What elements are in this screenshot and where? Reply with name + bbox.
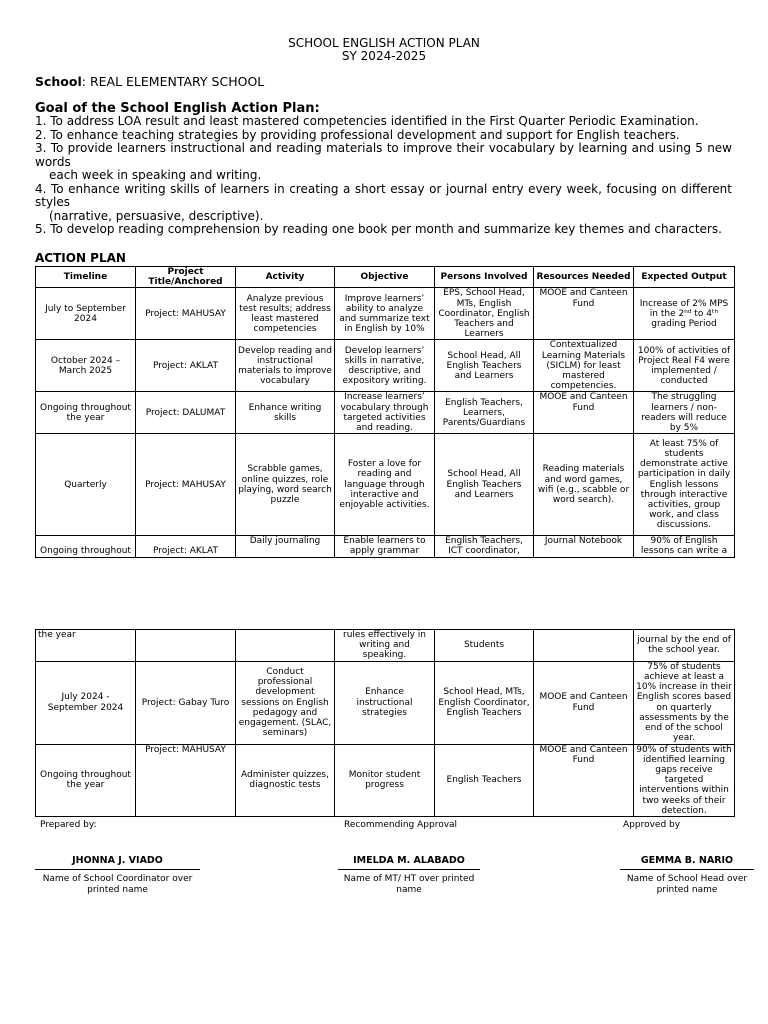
table-cell: Project: MAHUSAY (136, 288, 236, 340)
school-name: : REAL ELEMENTARY SCHOOL (81, 74, 265, 89)
table-cell: MOOE and Canteen Fund (534, 288, 634, 340)
table-row (36, 340, 735, 392)
table-cell: rules effectively in writing and speaking. (335, 630, 435, 662)
table-cell: 90% of students with identified learning gaps receive targeted interventions within two weeks of their detection. (634, 744, 735, 816)
table-cell: Project: Gabay Turo (136, 661, 236, 744)
signature-line (35, 869, 200, 870)
table-cell: Project: MAHUSAY (136, 744, 236, 816)
table-cell: Analyze previous test results; address least mastered competencies (236, 288, 335, 340)
table-cell: The struggling learners / non-readers will reduce by 5% (634, 392, 735, 434)
goals-heading: Goal of the School English Action Plan: (35, 101, 320, 116)
action-plan-heading: ACTION PLAN (35, 251, 126, 265)
table-cell: Develop reading and instructional materials to improve vocabulary (236, 340, 335, 392)
table-cell: October 2024 – March 2025 (36, 340, 136, 392)
column-header: Activity (236, 267, 335, 288)
table-cell: School Head, All English Teachers and Learners (435, 434, 534, 536)
table-cell: School Head, MTs, English Coordinator, English Teachers (435, 661, 534, 744)
table-cell: the year (36, 630, 136, 662)
table-cell: Enable learners to apply grammar (335, 536, 435, 557)
table-row (36, 288, 735, 340)
table-cell: Ongoing throughout (36, 536, 136, 557)
table-cell: Foster a love for reading and language through interactive and enjoyable activities. (335, 434, 435, 536)
table-cell: English Teachers, ICT coordinator, (435, 536, 534, 557)
goal-item: (narrative, persuasive, descriptive). (49, 208, 264, 223)
table-row (36, 392, 735, 434)
goal-item: 5. To develop reading comprehension by reading one book per month and summarize key themes and characters. (35, 222, 722, 236)
table-cell: Scrabble games, online quizzes, role playing, word search puzzle (236, 434, 335, 536)
table-cell: Increase learners’ vocabulary through targeted activities and reading. (335, 392, 435, 434)
goal-item: 4. To enhance writing skills of learners in creating a short essay or journal entry every week, focusing on different styles (35, 181, 732, 209)
table-cell: Monitor student progress (335, 744, 435, 816)
table-cell: Contextualized Learning Materials (SICLM) for least mastered competencies. (534, 340, 634, 392)
table-row (36, 661, 735, 744)
action-plan-table (35, 266, 735, 558)
goal-item: 1. To address LOA result and least mastered competencies identified in the First Quarter Periodic Examination. (35, 114, 699, 128)
table-cell: Conduct professional development sessions on English pedagogy and engagement. (SLAC, seminars) (236, 661, 335, 744)
action-plan-table-continued (35, 629, 735, 817)
table-cell: Project: MAHUSAY (136, 434, 236, 536)
recommending-title: Name of MT/ HT over printed name (343, 874, 475, 895)
approved-by-label: Approved by (623, 820, 681, 830)
signature-line (620, 869, 754, 870)
table-row (36, 434, 735, 536)
signature-line (338, 869, 480, 870)
prepared-by-name: JHONNA J. VIADO (72, 855, 163, 866)
column-header: Persons Involved (435, 267, 534, 288)
recommending-approval-label: Recommending Approval (344, 820, 458, 830)
table-cell: Ongoing throughout the year (36, 392, 136, 434)
table-cell: MOOE and Canteen Fund (534, 661, 634, 744)
table-cell: At least 75% of students demonstrate active participation in daily English lessons through interactive activities, group work, and class discussions. (634, 434, 735, 536)
prepared-by-title: Name of School Coordinator over printed name (42, 874, 193, 895)
table-cell: Develop learners’ skills in narrative, descriptive, and expository writing. (335, 340, 435, 392)
table-cell: Journal Notebook (534, 536, 634, 557)
table-row (36, 630, 735, 662)
table-cell: English Teachers (435, 744, 534, 816)
prepared-by-label: Prepared by: (40, 820, 97, 830)
table-cell: Project: DALUMAT (136, 392, 236, 434)
table-cell: MOOE and Canteen Fund (534, 744, 634, 816)
school-year: SY 2024-2025 (341, 49, 427, 63)
table-cell: MOOE and Canteen Fund (534, 392, 634, 434)
column-header: Timeline (36, 267, 136, 288)
approved-by-name: GEMMA B. NARIO (640, 855, 734, 866)
table-cell (136, 630, 236, 662)
table-cell: Quarterly (36, 434, 136, 536)
table-cell: Enhance writing skills (236, 392, 335, 434)
table-cell: journal by the end of the school year. (634, 630, 735, 662)
column-header: Project Title/Anchored (136, 267, 236, 288)
table-row (36, 536, 735, 557)
table-row (36, 744, 735, 816)
document-title: SCHOOL ENGLISH ACTION PLAN (288, 36, 480, 50)
table-cell: English Teachers, Learners, Parents/Guardians (435, 392, 534, 434)
table-cell: Daily journaling (236, 536, 335, 557)
column-header: Objective (335, 267, 435, 288)
table-cell: 90% of English lessons can write a (634, 536, 735, 557)
table-cell: Administer quizzes, diagnostic tests (236, 744, 335, 816)
table-cell: Improve learners’ ability to analyze and summarize text in English by 10% (335, 288, 435, 340)
recommending-name: IMELDA M. ALABADO (353, 855, 465, 866)
goals-list (35, 115, 732, 237)
table-cell (236, 630, 335, 662)
table-header-row (36, 267, 735, 288)
column-header: Resources Needed (534, 267, 634, 288)
approved-by-title: Name of School Head over printed name (626, 874, 748, 895)
goal-item: 3. To provide learners instructional and reading materials to improve their vocabulary by learning and using 5 new words (35, 141, 732, 169)
table-cell: July 2024 - September 2024 (36, 661, 136, 744)
goal-item: each week in speaking and writing. (49, 168, 262, 182)
goal-item: 2. To enhance teaching strategies by providing professional development and support for English teachers. (35, 127, 680, 142)
table-cell (534, 630, 634, 662)
table-cell: Students (435, 630, 534, 662)
table-cell: School Head, All English Teachers and Learners (435, 340, 534, 392)
table-cell: Project: AKLAT (136, 536, 236, 557)
table-cell: 75% of students achieve at least a 10% increase in their English scores based on quarterly assessments by the end of the school year. (634, 661, 735, 744)
column-header: Expected Output (634, 267, 735, 288)
table-cell: Project: AKLAT (136, 340, 236, 392)
table-cell: 100% of activities of Project Real F4 were implemented / conducted (634, 340, 735, 392)
table-cell: EPS, School Head, MTs, English Coordinator, English Teachers and Learners (435, 288, 534, 340)
school-label: School (35, 74, 82, 89)
school-line (35, 74, 264, 89)
table-cell: Ongoing throughout the year (36, 744, 136, 816)
table-cell: Enhance instructional strategies (335, 661, 435, 744)
table-cell: Increase of 2% MPS in the 2ⁿᵈ to 4ᵗʰ grading Period (634, 288, 735, 340)
table-cell: July to September 2024 (36, 288, 136, 340)
table-cell: Reading materials and word games, wifi (e.g., scabble or word search). (534, 434, 634, 536)
